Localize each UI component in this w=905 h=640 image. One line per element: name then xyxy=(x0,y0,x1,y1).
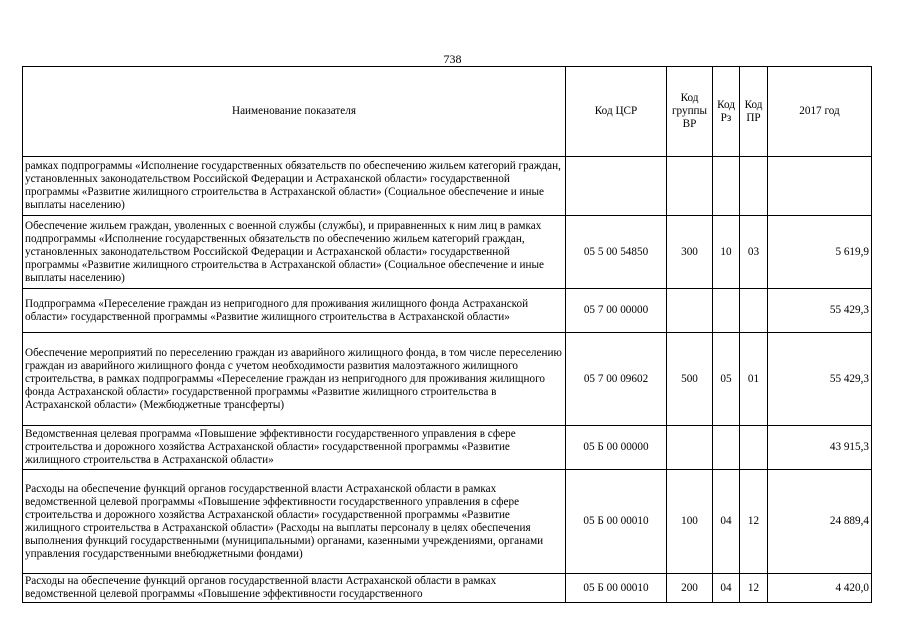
row-vr: 100 xyxy=(667,470,713,574)
row-csr: 05 7 00 00000 xyxy=(566,289,667,333)
table-header-row xyxy=(23,67,872,157)
row-amount: 4 420,0 xyxy=(768,574,872,603)
row-pr: 12 xyxy=(740,470,768,574)
page-number: 738 xyxy=(443,52,462,66)
header-pr: Код ПР xyxy=(740,67,768,157)
table-row xyxy=(23,333,872,426)
row-amount: 55 429,3 xyxy=(768,333,872,426)
table-row xyxy=(23,157,872,216)
header-year: 2017 год xyxy=(768,67,872,157)
budget-table xyxy=(22,66,872,603)
row-rz: 05 xyxy=(713,333,740,426)
row-pr xyxy=(740,157,768,216)
row-name: рамках подпрограммы «Исполнение государственных обязательств по обеспечению жильем категорий граждан, установленных законодательством Российской Федерации и Астраханской области» государственной программы «Развитие жилищного строительства в Астраханской области» (Социальное обеспечение и иные выплаты населению) xyxy=(23,157,566,216)
row-csr xyxy=(566,157,667,216)
row-amount: 24 889,4 xyxy=(768,470,872,574)
row-amount: 55 429,3 xyxy=(768,289,872,333)
row-csr: 05 Б 00 00010 xyxy=(566,574,667,603)
row-rz: 04 xyxy=(713,470,740,574)
row-rz: 10 xyxy=(713,216,740,289)
header-csr: Код ЦСР xyxy=(566,67,667,157)
row-vr: 300 xyxy=(667,216,713,289)
row-name: Расходы на обеспечение функций органов государственной власти Астраханской области в рамках ведомственной целевой программы «Повышение эффективности государственного управления в сфере строительства и дорожного хозяйства Астраханской области» государственной программы «Развитие жилищного строительства в Астраханской области» (Расходы на выплаты персоналу в целях обеспечения выполнения функций государственными (муниципальными) органами, казенными учреждениями, органами управления государственными внебюджетными фондами) xyxy=(23,470,566,574)
header-rz: Код Рз xyxy=(713,67,740,157)
row-pr: 12 xyxy=(740,574,768,603)
row-pr: 01 xyxy=(740,333,768,426)
row-vr xyxy=(667,426,713,470)
table-row xyxy=(23,216,872,289)
row-vr xyxy=(667,289,713,333)
row-vr xyxy=(667,157,713,216)
row-rz xyxy=(713,289,740,333)
row-amount: 43 915,3 xyxy=(768,426,872,470)
row-rz xyxy=(713,157,740,216)
row-pr xyxy=(740,426,768,470)
row-csr: 05 5 00 54850 xyxy=(566,216,667,289)
header-vr: Код группы ВР xyxy=(667,67,713,157)
row-name: Обеспечение жильем граждан, уволенных с военной службы (службы), и приравненных к ним лиц в рамках подпрограммы «Исполнение государственных обязательств по обеспечению жильем категорий граждан, установленных законодательством Российской Федерации и Астраханской области» государственной программы «Развитие жилищного строительства в Астраханской области» (Социальное обеспечение и иные выплаты населению) xyxy=(23,216,566,289)
row-csr: 05 7 00 09602 xyxy=(566,333,667,426)
row-csr: 05 Б 00 00000 xyxy=(566,426,667,470)
row-pr xyxy=(740,289,768,333)
row-rz xyxy=(713,426,740,470)
row-name: Обеспечение мероприятий по переселению граждан из аварийного жилищного фонда, в том числе переселению граждан из аварийного жилищного фонда с учетом необходимости развития малоэтажного жилищного строительства, в рамках подпрограммы «Переселение граждан из непригодного для проживания жилищного фонда Астраханской области» государственной программы «Развитие жилищного строительства в Астраханской области» (Межбюджетные трансферты) xyxy=(23,333,566,426)
row-name: Расходы на обеспечение функций органов государственной власти Астраханской области в рамках ведомственной целевой программы «Повышение эффективности государственного xyxy=(23,574,566,603)
row-vr: 200 xyxy=(667,574,713,603)
row-amount xyxy=(768,157,872,216)
row-name: Подпрограмма «Переселение граждан из непригодного для проживания жилищного фонда Астраханской области» государственной программы «Развитие жилищного строительства в Астраханской области» xyxy=(23,289,566,333)
table-row xyxy=(23,574,872,603)
table-row xyxy=(23,289,872,333)
row-name: Ведомственная целевая программа «Повышение эффективности государственного управления в сфере строительства и дорожного хозяйства Астраханской области» государственной программы «Развитие жилищного строительства в Астраханской области» xyxy=(23,426,566,470)
row-csr: 05 Б 00 00010 xyxy=(566,470,667,574)
row-amount: 5 619,9 xyxy=(768,216,872,289)
header-name: Наименование показателя xyxy=(23,67,566,157)
table-row xyxy=(23,426,872,470)
table-row xyxy=(23,470,872,574)
row-rz: 04 xyxy=(713,574,740,603)
row-vr: 500 xyxy=(667,333,713,426)
row-pr: 03 xyxy=(740,216,768,289)
